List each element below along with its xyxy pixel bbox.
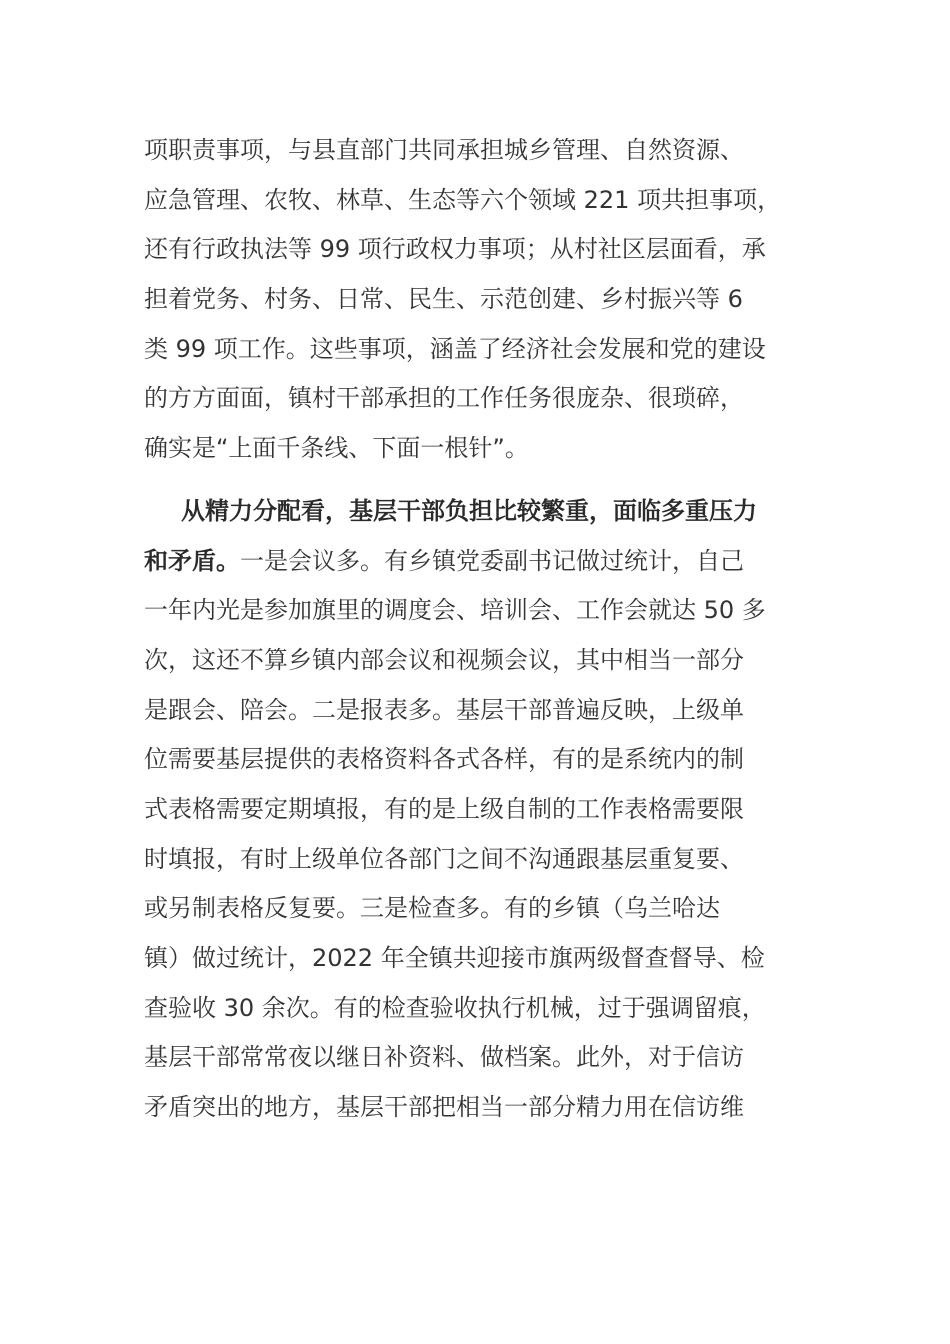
text-line [144, 537, 810, 587]
text-line: 镇）做过统计，2022 年全镇共迎接市旗两级督查督导、检 [144, 944, 765, 972]
document-body [144, 126, 810, 1133]
text-line: 担着党务、村务、日常、民生、示范创建、乡村振兴等 6 [144, 285, 743, 314]
text-line: 一年内光是参加旗里的调度会、培训会、工作会就达 50 多 [144, 596, 766, 625]
text-line: 式表格需要定期填报，有的是上级自制的工作表格需要限 [144, 794, 744, 823]
text-line: 确实是“上面千条线、下面一根针”。 [144, 434, 529, 463]
paragraph-2-heading-end: 和矛盾。 [144, 546, 240, 575]
text-line: 次，这还不算乡镇内部会议和视频会议，其中相当一部分 [144, 645, 744, 674]
paragraph-2 [144, 487, 810, 1133]
text-line: 还有行政执法等 99 项行政权力事项；从村社区层面看，承 [144, 235, 766, 264]
text-line: 类 99 项工作。这些事项，涵盖了经济社会发展和党的建设 [144, 334, 766, 363]
text-line: 时填报，有时上级单位各部门之间不沟通跟基层重复要、 [144, 844, 744, 873]
text-line: 位需要基层提供的表格资料各式各样，有的是系统内的制 [144, 745, 744, 774]
text-line: 矛盾突出的地方，基层干部把相当一部分精力用在信访维 [144, 1093, 744, 1122]
text-line: 应急管理、农牧、林草、生态等六个领域 221 项共担事项， [144, 185, 782, 214]
paragraph-2-text: 一是会议多。有乡镇党委副书记做过统计，自己 [240, 546, 744, 575]
text-line: 查验收 30 余次。有的检查验收执行机械，过于强调留痕， [144, 993, 766, 1022]
text-line: 项职责事项，与县直部门共同承担城乡管理、自然资源、 [144, 136, 744, 164]
text-line: 或另制表格反复要。三是检查多。有的乡镇（乌兰哈达 [144, 894, 720, 923]
paragraph-spacing [144, 474, 810, 487]
text-line: 是跟会、陪会。二是报表多。基层干部普遍反映，上级单 [144, 695, 744, 724]
paragraph-1 [144, 126, 810, 474]
text-line: 的方方面面，镇村干部承担的工作任务很庞杂、很琐碎， [144, 384, 744, 413]
text-line: 基层干部常常夜以继日补资料、做档案。此外，对于信访 [144, 1043, 744, 1072]
paragraph-2-heading-line: 从精力分配看，基层干部负担比较繁重，面临多重压力 [181, 496, 757, 525]
